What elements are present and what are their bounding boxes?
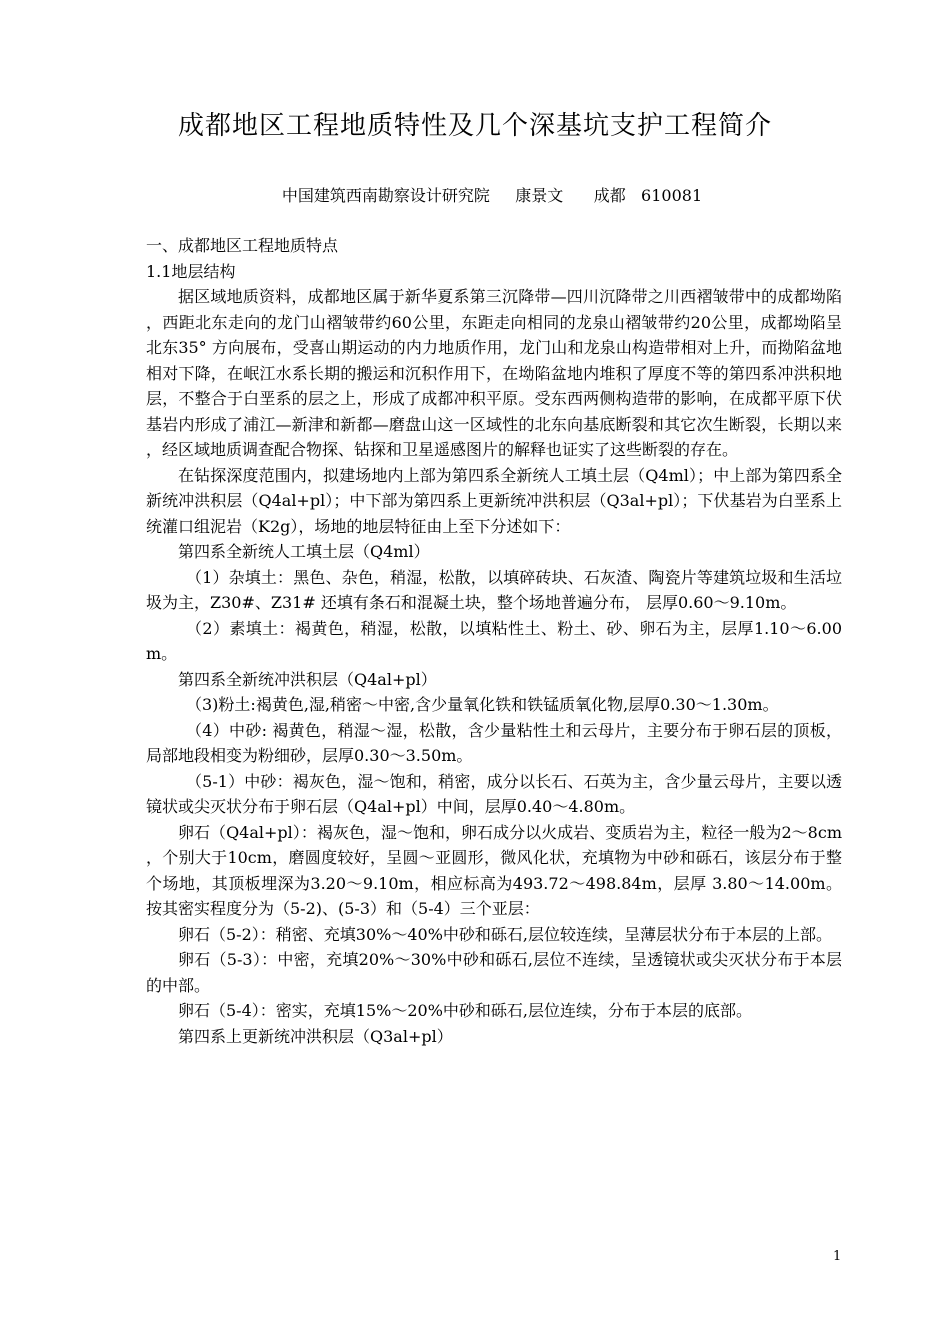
page-number: 1 [833, 1249, 842, 1264]
layer-heading-pleistocene-alluvial: 第四系上更新统冲洪积层（Q3al+pl） [178, 1026, 453, 1046]
author-byline: 中国建筑西南勘察设计研究院 康景文 成都 610081 [281, 186, 703, 205]
section-heading: 一、成都地区工程地质特点 [146, 236, 339, 255]
layer-miscellaneous-fill: （1）杂填土：黑色、杂色，稍湿，松散，以填碎砖块、石灰渣、陶瓷片等建筑垃圾和生活垃圾为主，Z30#、Z31# 还填有条石和混凝土块，整个场地普遍分布， 层厚0.60～9.10m。 [146, 567, 842, 612]
document-title: 成都地区工程地质特性及几个深基坑支护工程简介 [177, 111, 772, 141]
layer-medium-sand-5-1: （5-1）中砂：褐灰色，湿～饱和，稍密，成分以长石、石英为主，含少量云母片，主要以透镜状或尖灭状分布于卵石层（Q4al+pl）中间，层厚0.40～4.80m。 [146, 771, 842, 816]
subsection-heading: 1.1地层结构 [146, 261, 236, 281]
layer-silt: （3)粉土:褐黄色,湿,稍密～中密,含少量氧化铁和铁锰质氧化物,层厚0.30～1.30m。 [186, 695, 779, 714]
layer-medium-sand: （4）中砂: 褐黄色，稍湿～湿，松散，含少量粘性土和云母片，主要分布于卵石层的顶板，局部地段相变为粉细砂，层厚0.30～3.50m。 [146, 720, 842, 765]
layer-pebble-5-3: 卵石（5-3）：中密，充填20%～30%中砂和砾石,层位不连续，呈透镜状或尖灭状分布于本层的中部。 [146, 950, 842, 995]
layer-heading-holocene-alluvial: 第四系全新统冲洪积层（Q4al+pl） [178, 669, 437, 689]
paragraph-strata-overview: 在钻探深度范围内，拟建场地内上部为第四系全新统人工填土层（Q4ml）；中上部为第四系全新统冲洪积层（Q4al+pl）；中下部为第四系上更新统冲洪积层（Q3al+pl）；下伏基岩为白垩系上统灌口组泥岩（K2g），场地的地层特征由上至下分述如下： [146, 465, 842, 536]
layer-pebble-5-2: 卵石（5-2）：稍密、充填30%～40%中砂和砾石,层位较连续，呈薄层状分布于本层的上部。 [178, 924, 832, 944]
layer-pebble-5-4: 卵石（5-4）：密实，充填15%～20%中砂和砾石,层位连续，分布于本层的底部。 [178, 1001, 752, 1020]
layer-plain-fill: （2）素填土：褐黄色，稍湿，松散，以填粘性土、粉土、砂、卵石为主，层厚1.10～6.00m。 [146, 618, 842, 663]
layer-heading-artificial-fill: 第四系全新统人工填土层（Q4ml） [178, 542, 430, 561]
layer-pebble-overview: 卵石（Q4al+pl）：褐灰色，湿～饱和，卵石成分以火成岩、变质岩为主，粒径一般为2～8cm，个别大于10cm，磨圆度较好，呈圆～亚圆形，微风化状，充填物为中砂和砾石，该层分布于整个场地，其顶板埋深为3.20～9.10m，相应标高为493.72～498.84m，层厚 3.80～14.00m。按其密实程度分为（5-2)、(5-3）和（5-4）三个亚层： [146, 822, 842, 918]
document-body [146, 233, 842, 1049]
paragraph-regional-geology: 据区域地质资料，成都地区属于新华夏系第三沉降带—四川沉降带之川西褶皱带中的成都坳陷，西距北东走向的龙门山褶皱带约60公里，东距走向相同的龙泉山褶皱带约20公里，成都坳陷呈北东35° 方向展布，受喜山期运动的内力地质作用，龙门山和龙泉山构造带相对上升，而拗陷盆地相对下降，在岷江水系长期的搬运和沉积作用下，在坳陷盆地内堆积了厚度不等的第四系冲洪积地层，不整合于白垩系的层之上，形成了成都冲积平原。受东西两侧构造带的影响，在成都平原下伏基岩内形成了浦江—新津和新都—磨盘山这一区域性的北东向基底断裂和其它次生断裂，长期以来，经区域地质调查配合物探、钻探和卫星遥感图片的解释也证实了这些断裂的存在。 [146, 287, 842, 459]
